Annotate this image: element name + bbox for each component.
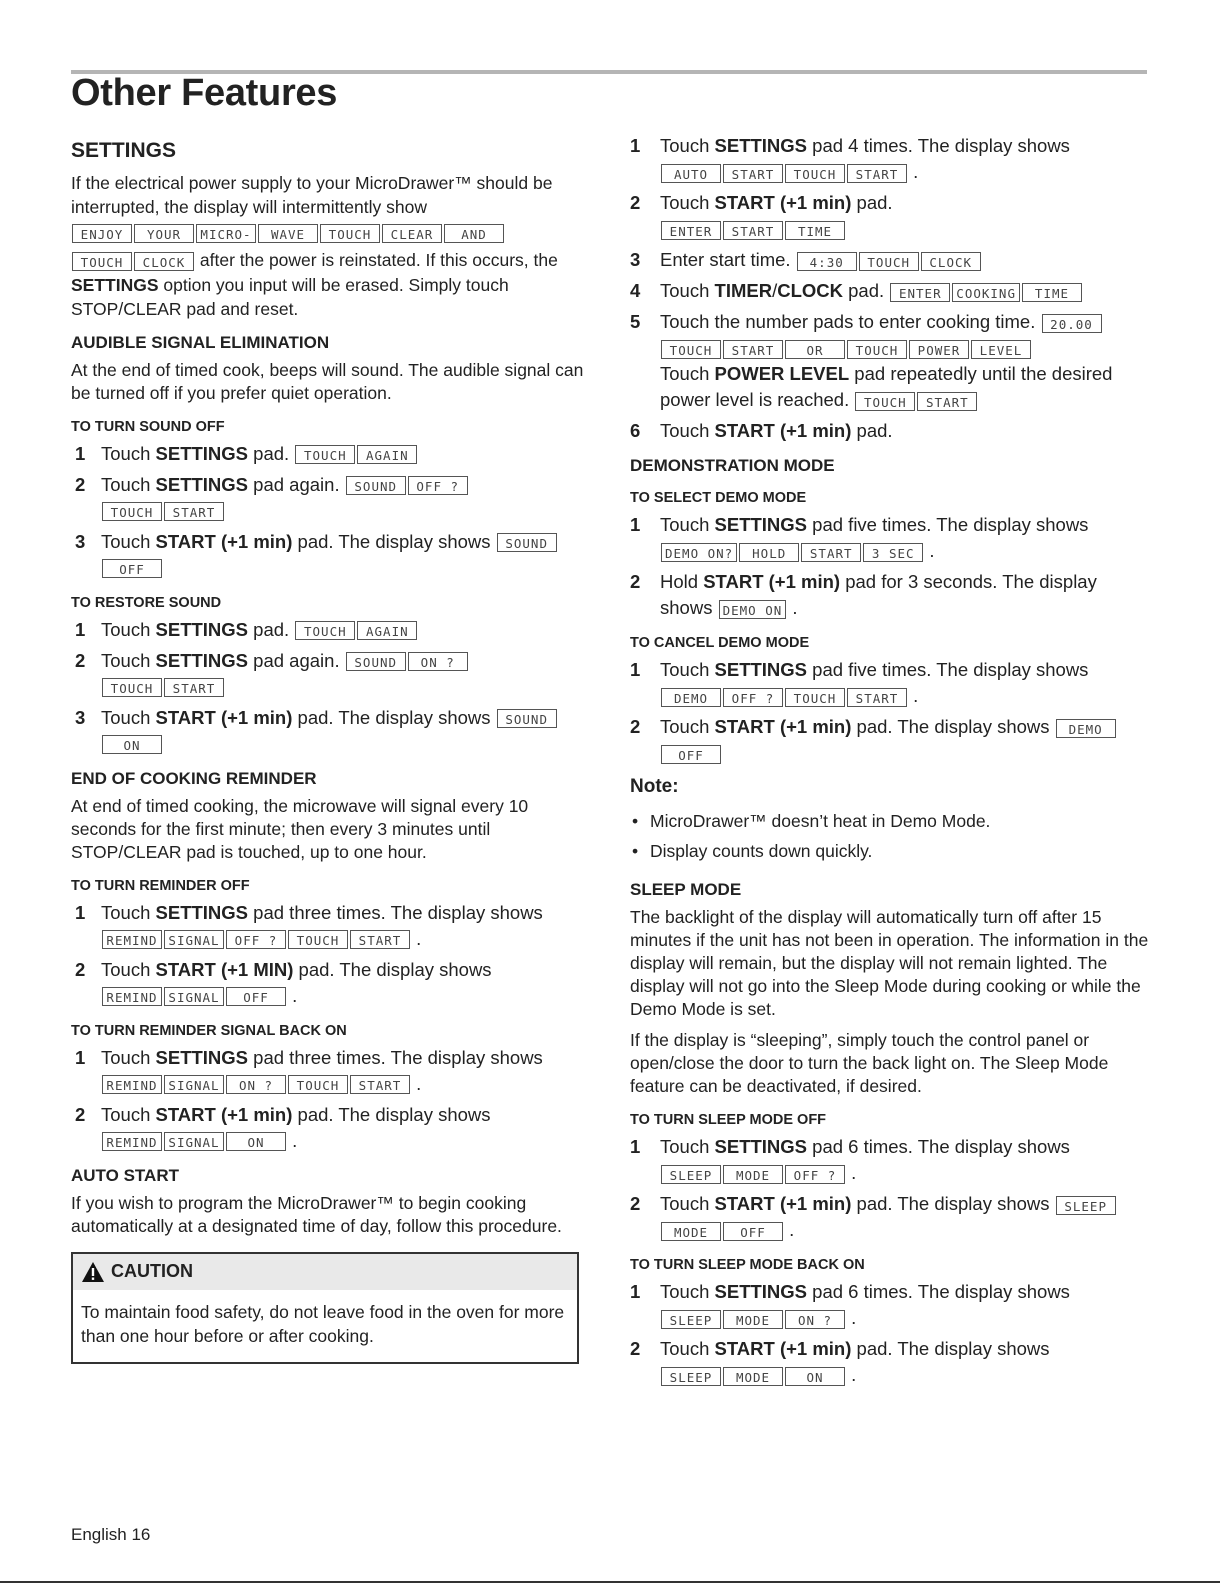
sleep-heading: SLEEP MODE: [630, 880, 742, 899]
step-bold: START (+1 MIN): [155, 958, 294, 980]
step: 1 Touch SETTINGS pad three times. The display shows REMIND SIGNAL OFF ? TOUCH START .: [75, 901, 543, 949]
step-text: pad.: [248, 618, 290, 640]
sleep-off-heading: TO TURN SLEEP MODE OFF: [630, 1112, 827, 1128]
lcd-display: ON ?: [785, 1310, 845, 1329]
step-text: pad.: [248, 442, 290, 464]
step-text: Hold: [660, 571, 704, 592]
restore-sound-heading: TO RESTORE SOUND: [71, 594, 222, 611]
lcd-display: TOUCH: [288, 930, 348, 949]
lcd-display: START: [164, 502, 224, 521]
step: [71, 441, 591, 467]
lcd-display: MODE: [723, 1310, 783, 1329]
caution-box: [71, 1252, 579, 1364]
step-text: Touch: [660, 280, 715, 301]
step-bold: SETTINGS: [155, 1046, 249, 1068]
lcd-display: YOUR: [134, 224, 194, 243]
step-bold: CLOCK: [777, 280, 843, 301]
lcd-display: AGAIN: [357, 445, 417, 464]
step-bold: START (+1 min): [155, 1103, 293, 1125]
step-number: 2: [630, 571, 641, 592]
sleep-on-steps: [630, 1279, 1150, 1388]
lcd-display: SOUND: [346, 476, 406, 495]
step-text: pad.: [851, 420, 893, 441]
lcd-display: MODE: [723, 1367, 783, 1386]
lcd-display: SOUND: [346, 652, 406, 671]
step-text: Touch: [660, 192, 715, 213]
lcd-display: START: [164, 678, 224, 697]
lcd-display: TOUCH: [320, 224, 380, 243]
step: 2 Touch START (+1 min) pad. The display shows REMIND SIGNAL ON .: [75, 1103, 491, 1151]
step-bold: START (+1 min): [714, 420, 852, 441]
step-number: 1: [630, 514, 641, 535]
step-text: pad repeatedly until the desired power level is reached.: [660, 363, 1113, 410]
lcd-display: REMIND: [102, 930, 162, 949]
lcd-display: ON: [226, 1132, 286, 1151]
lcd-display: SIGNAL: [164, 930, 224, 949]
step: [71, 472, 591, 524]
autostart-heading: AUTO START: [71, 1165, 179, 1185]
step-number: 1: [630, 1136, 641, 1157]
step: [630, 247, 1150, 273]
lcd-display: OFF ?: [408, 476, 468, 495]
step-text: Touch: [660, 1338, 715, 1359]
lcd-display: AND: [444, 224, 504, 243]
sleep-on-heading: TO TURN SLEEP MODE BACK ON: [630, 1257, 865, 1273]
lcd-display: COOKING: [952, 283, 1020, 302]
step-number: 1: [75, 1046, 86, 1068]
lcd-display: TOUCH: [661, 340, 721, 359]
step-text: Touch: [660, 659, 715, 680]
step-number: 2: [75, 958, 86, 980]
reminder-text: At end of timed cooking, the microwave will signal every 10 seconds for the first minute; then every 3 minutes until STOP/CLEAR pad is touched, up to one hour.: [71, 795, 529, 862]
step-bold: SETTINGS: [714, 659, 808, 680]
lcd-display: DEMO ON: [719, 600, 787, 619]
lcd-display: CLOCK: [134, 252, 194, 271]
step-text: pad again.: [248, 473, 340, 495]
step-number: 2: [75, 1103, 86, 1125]
lcd-display: START: [723, 221, 783, 240]
step-bold: START (+1 min): [703, 571, 841, 592]
step-number: 1: [630, 1281, 641, 1302]
lcd-display: DEMO: [661, 688, 721, 707]
lcd-display: 20.00: [1042, 314, 1102, 333]
step-text: Touch: [101, 958, 156, 980]
lcd-display: AUTO: [661, 164, 721, 183]
step-text: pad 6 times. The display shows: [807, 1281, 1070, 1302]
step-number: 1: [75, 442, 86, 464]
note-item: • Display counts down quickly.: [630, 836, 1150, 866]
step-bold: SETTINGS: [155, 473, 249, 495]
lcd-display: ENJOY: [72, 224, 132, 243]
step-text: Touch: [660, 420, 715, 441]
warning-icon: [81, 1261, 105, 1283]
step-bold: SETTINGS: [714, 514, 808, 535]
step-number: 2: [630, 1338, 641, 1359]
settings-intro: [71, 171, 591, 321]
sound-off-heading: TO TURN SOUND OFF: [71, 418, 225, 435]
lcd-display: TOUCH: [72, 252, 132, 271]
step-text: Touch the number pads to enter cooking time.: [660, 311, 1036, 332]
step: [630, 278, 1150, 304]
settings-intro-bold: SETTINGS: [71, 274, 159, 295]
step-text: pad. The display shows: [851, 1338, 1050, 1359]
lcd-display: ENTER: [890, 283, 950, 302]
sound-off-steps: [71, 441, 591, 581]
step-bold: SETTINGS: [155, 618, 249, 640]
note-title: Note:: [630, 776, 679, 797]
step-text: pad. The display shows: [293, 958, 492, 980]
step-text: Touch: [660, 716, 715, 737]
lcd-display: ON ?: [226, 1075, 286, 1094]
lcd-display: SLEEP: [661, 1367, 721, 1386]
lcd-display: ON ?: [408, 652, 468, 671]
lcd-display: TOUCH: [847, 340, 907, 359]
step-text: pad three times. The display shows: [248, 901, 543, 923]
step-number: 2: [630, 716, 641, 737]
step-bold: START (+1 min): [155, 530, 293, 552]
step-text: pad.: [843, 280, 885, 301]
step-text: Touch: [101, 649, 156, 671]
lcd-display: SLEEP: [1056, 1196, 1116, 1215]
step: 1 Touch SETTINGS pad three times. The display shows REMIND SIGNAL ON ? TOUCH START .: [75, 1046, 543, 1094]
lcd-display: TIME: [785, 221, 845, 240]
step-text: Touch: [660, 1281, 715, 1302]
step-text: Touch: [101, 901, 156, 923]
lcd-display: ENTER: [661, 221, 721, 240]
step-text: Touch: [101, 706, 156, 728]
lcd-display: START: [350, 930, 410, 949]
right-column: [630, 133, 1150, 1393]
lcd-display: TOUCH: [785, 688, 845, 707]
step-number: 1: [630, 659, 641, 680]
demo-cancel-steps: [630, 657, 1150, 766]
step: 1 Touch SETTINGS pad 6 times. The display shows SLEEP MODE ON ? .: [630, 1281, 1070, 1328]
step: 1 Touch SETTINGS pad 6 times. The display shows SLEEP MODE OFF ? .: [630, 1136, 1070, 1183]
step-bold: START (+1 min): [155, 706, 293, 728]
step-text: pad five times. The display shows: [807, 514, 1089, 535]
step: 1 Touch SETTINGS pad 4 times. The display shows AUTO START TOUCH START .: [630, 135, 1070, 182]
step: [71, 705, 591, 757]
step-number: 1: [630, 135, 641, 156]
step-number: 2: [75, 649, 86, 671]
step-text: Touch: [660, 1193, 715, 1214]
step-number: 2: [630, 1193, 641, 1214]
lcd-display: REMIND: [102, 1132, 162, 1151]
step-number: 6: [630, 420, 641, 441]
lcd-display: OFF: [102, 559, 162, 578]
lcd-display: CLEAR: [382, 224, 442, 243]
step-text: pad 4 times. The display shows: [807, 135, 1070, 156]
settings-heading: SETTINGS: [71, 139, 177, 162]
lcd-display: START: [801, 543, 861, 562]
lcd-display: TIME: [1022, 283, 1082, 302]
lcd-display: TOUCH: [288, 1075, 348, 1094]
step: [630, 714, 1150, 766]
step-bold: START (+1 min): [714, 1338, 852, 1359]
lcd-display: START: [723, 340, 783, 359]
step-text: pad. The display shows: [292, 530, 491, 552]
step: 1 Touch SETTINGS pad five times. The display shows DEMO ON? HOLD START 3 SEC .: [630, 514, 1089, 561]
step-text: pad. The display shows: [292, 1103, 491, 1125]
step-bold: SETTINGS: [714, 1281, 808, 1302]
step-bold: SETTINGS: [155, 442, 249, 464]
step-text: Touch: [101, 618, 156, 640]
step-bold: SETTINGS: [714, 135, 808, 156]
lcd-display: TOUCH: [859, 252, 919, 271]
lcd-display: OFF: [661, 745, 721, 764]
lcd-display: MICRO-: [196, 224, 256, 243]
step: [71, 529, 591, 581]
step-number: 4: [630, 280, 641, 301]
lcd-display: SIGNAL: [164, 987, 224, 1006]
sleep-text-1: The backlight of the display will automatically turn off after 15 minutes if the unit has not been in operation. The information in the display will remain, but the display will not remain lighted. The display will not go into the Sleep Mode during cooking or while the Demo Mode is set.: [630, 907, 1149, 1019]
step-text: pad. The display shows: [851, 1193, 1050, 1214]
step-number: 1: [75, 901, 86, 923]
demo-select-heading: TO SELECT DEMO MODE: [630, 490, 807, 506]
step-text: /: [772, 280, 778, 301]
step-text: Touch: [660, 514, 715, 535]
step-text: pad for 3 seconds. The display shows: [660, 571, 1097, 618]
lcd-display: OFF ?: [785, 1165, 845, 1184]
step-text: pad 6 times. The display shows: [807, 1136, 1070, 1157]
lcd-display: OFF: [226, 987, 286, 1006]
lcd-display: TOUCH: [295, 445, 355, 464]
demo-heading: DEMONSTRATION MODE: [630, 456, 835, 475]
lcd-display: TOUCH: [855, 392, 915, 411]
step: [71, 648, 591, 700]
reminder-heading: END OF COOKING REMINDER: [71, 768, 317, 788]
lcd-display: LEVEL: [971, 340, 1031, 359]
step-text: Touch: [101, 1103, 156, 1125]
lcd-display: START: [723, 164, 783, 183]
page-title: Other Features: [71, 72, 338, 114]
lcd-display: AGAIN: [357, 621, 417, 640]
lcd-row: [71, 220, 591, 245]
reminder-on-heading: TO TURN REMINDER SIGNAL BACK ON: [71, 1022, 347, 1039]
step-text: Touch: [101, 530, 156, 552]
lcd-display: MODE: [723, 1165, 783, 1184]
lcd-display: SOUND: [497, 533, 557, 552]
lcd-display: START: [350, 1075, 410, 1094]
demo-select-steps: [630, 512, 1150, 621]
reminder-off-heading: TO TURN REMINDER OFF: [71, 877, 250, 894]
step-text: Enter start time.: [660, 249, 791, 270]
lcd-display: START: [917, 392, 977, 411]
step-text: Touch: [101, 473, 156, 495]
lcd-display: OFF ?: [226, 930, 286, 949]
step-number: 2: [630, 192, 641, 213]
lcd-display: 3 SEC: [863, 543, 923, 562]
step-number: 5: [630, 311, 641, 332]
settings-intro-text: option you input will be erased. Simply touch STOP/CLEAR pad and reset.: [71, 274, 509, 319]
audible-heading: AUDIBLE SIGNAL ELIMINATION: [71, 332, 330, 352]
caution-text: To maintain food safety, do not leave food in the oven for more than one hour before or after cooking.: [81, 1301, 565, 1346]
reminder-off-steps: [71, 900, 591, 1009]
lcd-display: DEMO: [1056, 719, 1116, 738]
note-list: [630, 806, 1150, 866]
lcd-display: REMIND: [102, 1075, 162, 1094]
step: 1 Touch SETTINGS pad five times. The display shows DEMO OFF ? TOUCH START .: [630, 659, 1089, 706]
step-number: 3: [75, 530, 86, 552]
demo-cancel-heading: TO CANCEL DEMO MODE: [630, 635, 810, 651]
step: [630, 190, 1150, 242]
step-number: 1: [75, 618, 86, 640]
sleep-text-2: If the display is “sleeping”, simply touch the control panel or open/close the door to turn the back light on. The Sleep Mode feature can be deactivated, if desired.: [630, 1030, 1109, 1096]
note-item: • MicroDrawer™ doesn’t heat in Demo Mode.: [630, 806, 1150, 836]
step: [630, 309, 1150, 413]
caution-header: [73, 1254, 577, 1290]
step-text: pad three times. The display shows: [248, 1046, 543, 1068]
caution-title: CAUTION: [111, 1261, 193, 1282]
lcd-display: SOUND: [497, 709, 557, 728]
audible-text: At the end of timed cook, beeps will sound. The audible signal can be turned off if you prefer quiet operation.: [71, 359, 584, 403]
step-bold: SETTINGS: [714, 1136, 808, 1157]
lcd-display: TOUCH: [102, 502, 162, 521]
step: 2 Touch START (+1 min) pad. The display shows SLEEP MODE OFF .: [630, 1191, 1150, 1243]
autostart-text: If you wish to program the MicroDrawer™ to begin cooking automatically at a designated time of day, follow this procedure.: [71, 1192, 562, 1236]
lcd-display: TOUCH: [102, 678, 162, 697]
step-text: pad.: [851, 192, 893, 213]
step-bold: SETTINGS: [155, 901, 249, 923]
step: 2 Touch START (+1 MIN) pad. The display shows REMIND SIGNAL OFF .: [75, 958, 492, 1006]
step-bold: POWER LEVEL: [714, 363, 850, 384]
step-number: 3: [630, 249, 641, 270]
step: [630, 418, 1150, 444]
step: [71, 617, 591, 643]
step-text: Touch: [660, 135, 715, 156]
step-bold: START (+1 min): [714, 192, 852, 213]
lcd-display: ON: [785, 1367, 845, 1386]
lcd-display: OFF: [723, 1222, 783, 1241]
step: 2 Touch START (+1 min) pad. The display shows SLEEP MODE ON .: [630, 1338, 1050, 1385]
reminder-on-steps: [71, 1045, 591, 1154]
settings-intro-text: If the electrical power supply to your MicroDrawer™ should be interrupted, the display will intermittently show: [71, 173, 553, 217]
lcd-display: OR: [785, 340, 845, 359]
lcd-display: HOLD: [739, 543, 799, 562]
lcd-display: CLOCK: [921, 252, 981, 271]
step-text: Touch: [101, 442, 156, 464]
step-text: pad. The display shows: [292, 706, 491, 728]
left-column: [71, 133, 591, 1364]
lcd-display: START: [847, 688, 907, 707]
step-bold: TIMER: [714, 280, 773, 301]
lcd-display: POWER: [909, 340, 969, 359]
lcd-display: WAVE: [258, 224, 318, 243]
step-text: Touch: [660, 1136, 715, 1157]
lcd-display: REMIND: [102, 987, 162, 1006]
lcd-display: START: [847, 164, 907, 183]
lcd-display: TOUCH: [295, 621, 355, 640]
step-text: pad. The display shows: [851, 716, 1050, 737]
step: 2 Hold START (+1 min) pad for 3 seconds. The display shows DEMO ON .: [630, 571, 1097, 618]
page-footer: English 16: [71, 1525, 151, 1544]
lcd-display: SLEEP: [661, 1310, 721, 1329]
sleep-off-steps: [630, 1134, 1150, 1243]
step-text: Touch: [101, 1046, 156, 1068]
settings-intro-text: after the power is reinstated. If this occurs, the: [199, 249, 558, 270]
lcd-display: MODE: [661, 1222, 721, 1241]
step-text: pad five times. The display shows: [807, 659, 1089, 680]
lcd-display: SIGNAL: [164, 1075, 224, 1094]
lcd-display: TOUCH: [785, 164, 845, 183]
step-bold: START (+1 min): [714, 716, 852, 737]
restore-sound-steps: [71, 617, 591, 757]
lcd-display: SIGNAL: [164, 1132, 224, 1151]
step-number: 2: [75, 473, 86, 495]
lcd-display: 4:30: [797, 252, 857, 271]
autostart-steps: [630, 133, 1150, 444]
lcd-display: ON: [102, 735, 162, 754]
step-bold: START (+1 min): [714, 1193, 852, 1214]
lcd-display: DEMO ON?: [661, 543, 737, 562]
step-bold: SETTINGS: [155, 649, 249, 671]
lcd-display: SLEEP: [661, 1165, 721, 1184]
step-number: 3: [75, 706, 86, 728]
step-text: Touch: [660, 363, 715, 384]
lcd-display: OFF ?: [723, 688, 783, 707]
step-text: pad again.: [248, 649, 340, 671]
